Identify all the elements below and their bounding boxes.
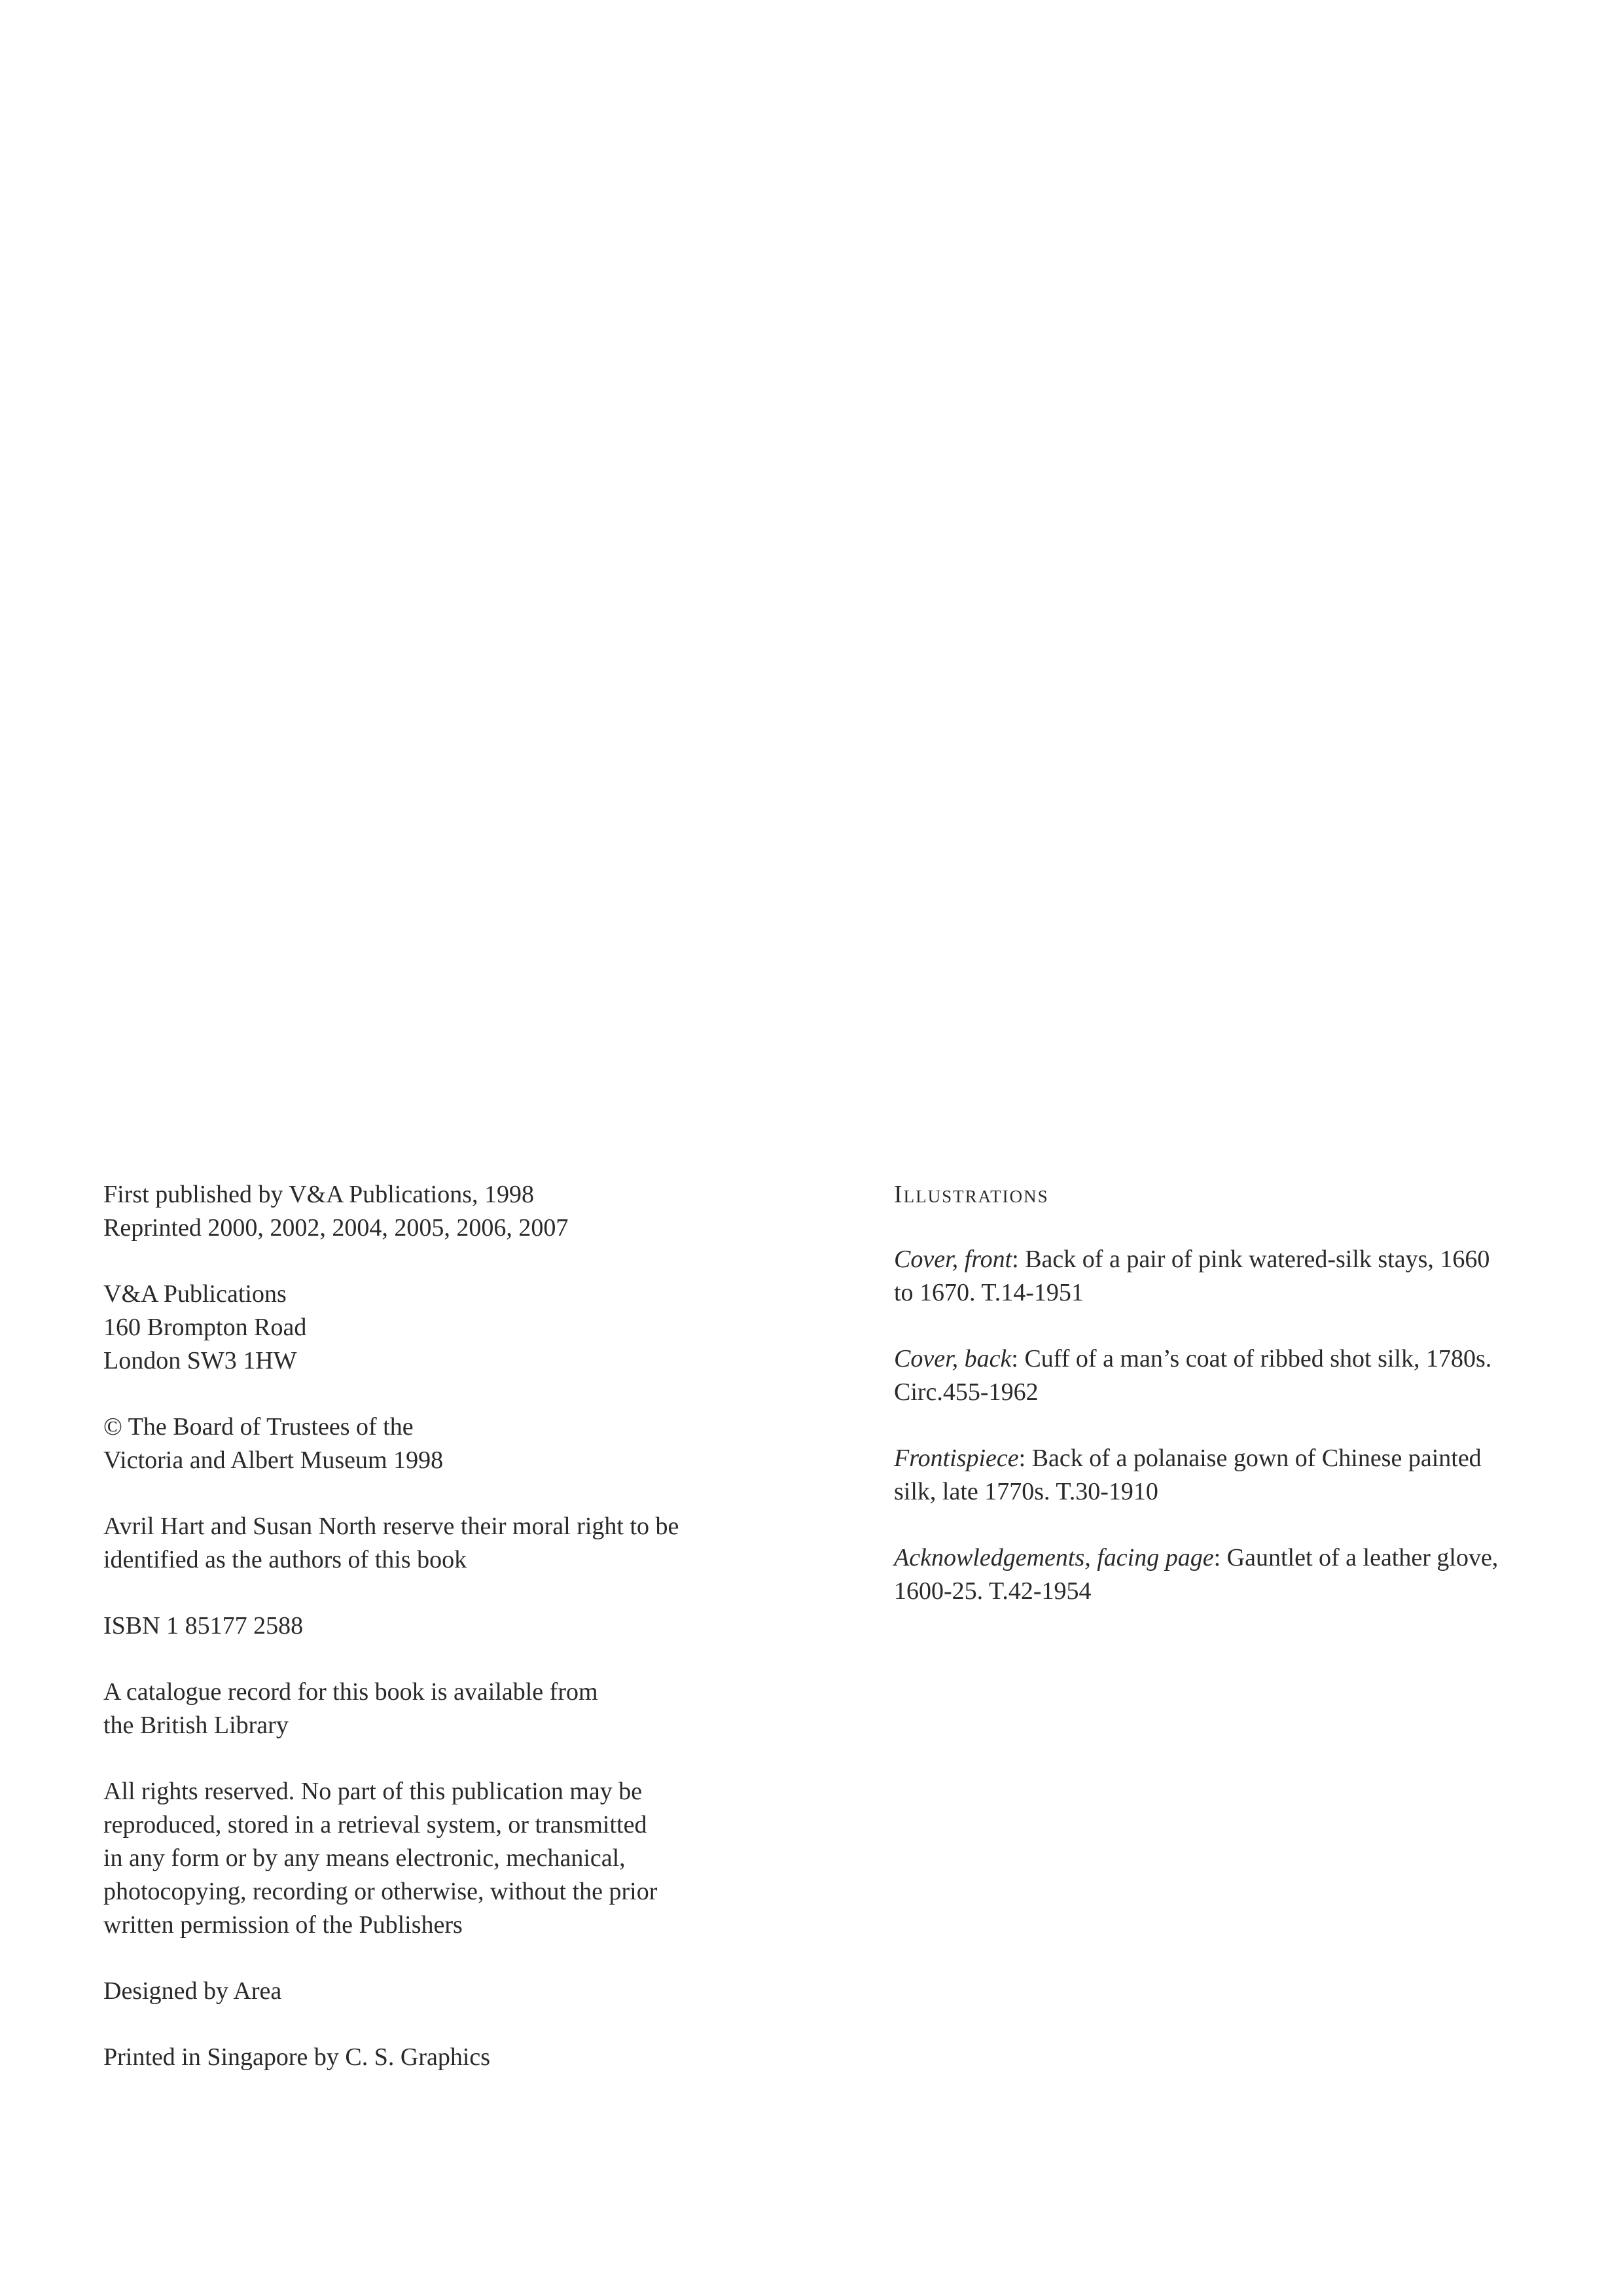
rights-line-1: All rights reserved. No part of this publication may be [103, 1778, 643, 1805]
credit-label: Acknowledgements, facing page [894, 1544, 1214, 1571]
reprinted: Reprinted 2000, 2002, 2004, 2005, 2006, 2007 [103, 1214, 569, 1242]
rights-line-4: photocopying, recording or otherwise, without the prior [103, 1878, 658, 1905]
moral-right-notice [103, 1510, 823, 1577]
credit-label: Cover, front [894, 1246, 1012, 1273]
design-credit [103, 1975, 823, 2008]
rights-line-5: written permission of the Publishers [103, 1911, 463, 1939]
publisher-city: London SW3 1HW [103, 1347, 297, 1374]
catalogue-record-line-1: A catalogue record for this book is available from [103, 1678, 598, 1706]
isbn: ISBN 1 85177 2588 [103, 1612, 304, 1640]
first-published: First published by V&A Publications, 1998 [103, 1181, 535, 1208]
illustrations-heading: Illustrations [894, 1181, 1049, 1208]
copyright-notice [103, 1410, 823, 1477]
illustration-credit-acknowledgements [894, 1541, 1607, 1608]
credit-text: : Gauntlet of a leather glove, [1213, 1544, 1499, 1571]
moral-right-line-2: identified as the authors of this book [103, 1546, 467, 1573]
credit-text: : Back of a polanaise gown of Chinese painted [1018, 1444, 1482, 1472]
credit-label: Cover, back [894, 1345, 1012, 1372]
credit-label: Frontispiece [894, 1444, 1019, 1472]
illustration-credit-cover-back [894, 1342, 1607, 1409]
credit-text: : Back of a pair of pink watered-silk stays, 1660 [1012, 1246, 1490, 1273]
rights-line-3: in any form or by any means electronic, mechanical, [103, 1844, 626, 1872]
imprint-column [103, 1178, 823, 2107]
designed-by: Designed by Area [103, 1977, 282, 2005]
illustration-credit-cover-front [894, 1243, 1607, 1310]
printed-by: Printed in Singapore by C. S. Graphics [103, 2043, 491, 2071]
publisher-address [103, 1278, 823, 1378]
credit-line: silk, late 1770s. T.30-1910 [894, 1478, 1158, 1505]
copyright-line-1: © The Board of Trustees of the [103, 1413, 414, 1441]
copyright-line-2: Victoria and Albert Museum 1998 [103, 1446, 444, 1474]
catalogue-record-line-2: the British Library [103, 1712, 289, 1739]
credit-text: : Cuff of a man’s coat of ribbed shot silk, 1780s. [1011, 1345, 1492, 1372]
illustration-credit-frontispiece [894, 1442, 1607, 1509]
credit-line: Circ.455-1962 [894, 1378, 1039, 1406]
publisher-name: V&A Publications [103, 1280, 287, 1308]
isbn-block [103, 1609, 823, 1643]
credit-line: to 1670. T.14-1951 [894, 1279, 1084, 1306]
credit-line [894, 1541, 1607, 1575]
rights-line-2: reproduced, stored in a retrieval system, or transmitted [103, 1811, 647, 1839]
publication-history [103, 1178, 823, 1245]
moral-right-line-1: Avril Hart and Susan North reserve their moral right to be [103, 1513, 679, 1540]
credit-line [894, 1342, 1607, 1376]
rights-notice [103, 1775, 823, 1942]
print-credit [103, 2041, 823, 2074]
illustrations-column [894, 1178, 1607, 1641]
credit-line [894, 1442, 1607, 1475]
credit-line [894, 1243, 1607, 1276]
publisher-street: 160 Brompton Road [103, 1314, 307, 1341]
catalogue-record [103, 1676, 823, 1742]
credit-line: 1600-25. T.42-1954 [894, 1577, 1092, 1605]
